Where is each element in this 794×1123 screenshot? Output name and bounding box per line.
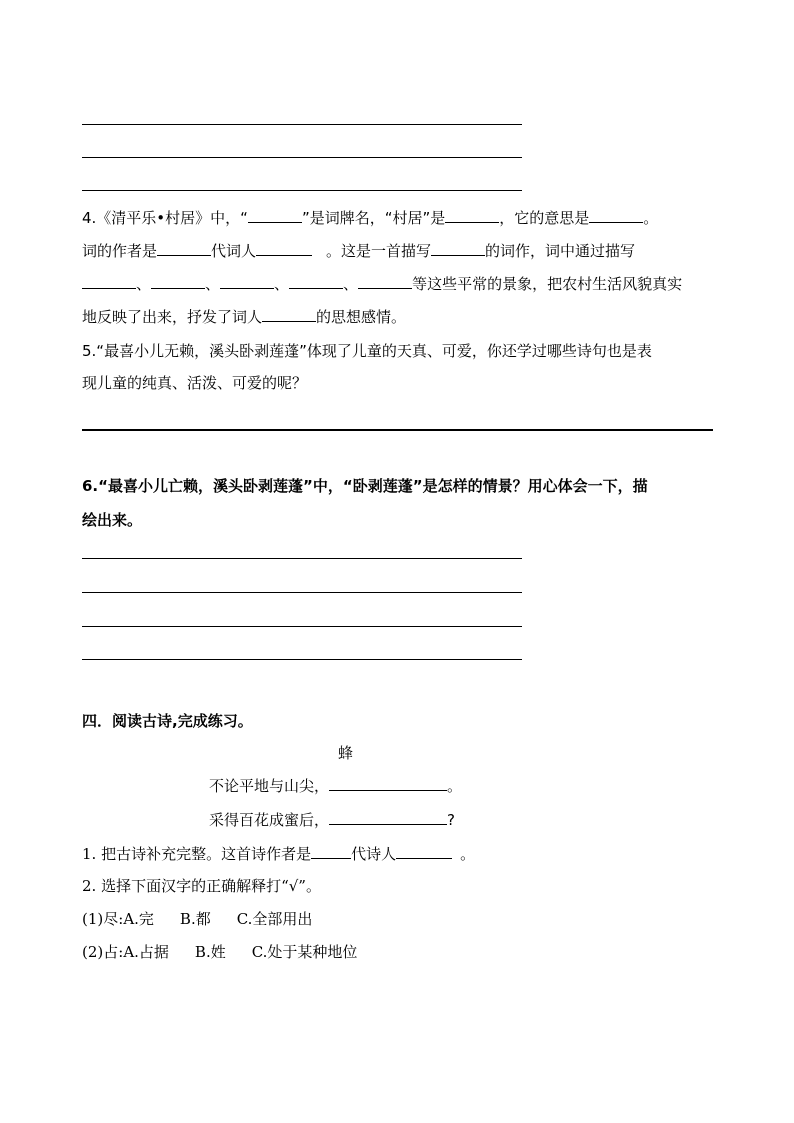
option-a[interactable]: A.占据 — [123, 943, 169, 961]
fill-blank[interactable] — [589, 208, 643, 223]
q4-text: 。这是一首描写 — [326, 242, 432, 260]
q5-line-1: 5.“最喜小儿无赖，溪头卧剥莲蓬”体现了儿童的天真、可爱，你还学过哪些诗句也是表 — [82, 342, 652, 360]
fill-blank[interactable] — [445, 208, 499, 223]
q6-line-1: 6.“最喜小儿亡赖，溪头卧剥莲蓬”中，“卧剥莲蓬”是怎样的情景？用心体会一下，描 — [82, 477, 648, 495]
separator: 、 — [205, 275, 221, 293]
answer-line[interactable] — [82, 659, 522, 660]
poem-punct: 。 — [447, 777, 463, 795]
q5-line-2: 现儿童的纯真、活泼、可爱的呢？ — [82, 374, 308, 392]
option-b[interactable]: B.都 — [179, 910, 211, 928]
fill-blank[interactable] — [311, 844, 351, 859]
option-c[interactable]: C.处于某种地位 — [251, 943, 358, 961]
answer-line[interactable] — [82, 157, 522, 158]
q4-text: 的思想感情。 — [316, 308, 407, 326]
fill-blank[interactable] — [256, 241, 312, 256]
s4-q1-text: 代诗人 — [351, 845, 397, 863]
s4-q2: 2. 选择下面汉字的正确解释打“√”。 — [82, 877, 321, 895]
poem-line-1 — [209, 776, 462, 796]
s4-q2-item-2 — [82, 942, 357, 962]
q4-text: 的词作，词中通过描写 — [485, 242, 636, 260]
fill-blank[interactable] — [329, 810, 447, 825]
q4-text: 等这些平常的景象，把农村生活风貌真实 — [412, 275, 683, 293]
section-heading: 四．阅读古诗,完成练习。 — [82, 712, 253, 730]
q4-text: 地反映了出来，抒发了词人 — [82, 308, 263, 326]
poem-line-2 — [209, 810, 455, 830]
answer-line[interactable] — [82, 626, 522, 627]
separator: 、 — [136, 275, 152, 293]
fill-blank[interactable] — [262, 307, 316, 322]
q4-text: 。 — [643, 209, 659, 227]
answer-line-thick[interactable] — [82, 429, 713, 431]
option-a[interactable]: A.完 — [123, 910, 154, 928]
fill-blank[interactable] — [220, 274, 274, 289]
q4-line-1 — [82, 208, 658, 228]
s4-q1-text: 1. 把古诗补充完整。这首诗作者是 — [82, 845, 312, 863]
poem-text: 采得百花成蜜后， — [209, 811, 330, 829]
answer-line[interactable] — [82, 558, 522, 559]
fill-blank[interactable] — [82, 274, 136, 289]
fill-blank[interactable] — [329, 776, 447, 791]
fill-blank[interactable] — [396, 844, 452, 859]
answer-line[interactable] — [82, 124, 522, 125]
poem-punct: ? — [447, 811, 455, 829]
q4-text: ”是词牌名，“村居”是 — [301, 209, 446, 227]
q4-line-4 — [82, 307, 406, 327]
s4-q1 — [82, 844, 475, 864]
separator: 、 — [343, 275, 359, 293]
option-b[interactable]: B.姓 — [194, 943, 226, 961]
answer-line[interactable] — [82, 190, 522, 191]
q4-line-2 — [82, 241, 635, 261]
fill-blank[interactable] — [151, 274, 205, 289]
option-c[interactable]: C.全部用出 — [236, 910, 313, 928]
item-label: (1)尽: — [82, 910, 124, 928]
q4-text: 代词人 — [211, 242, 257, 260]
s4-q1-text: 。 — [460, 845, 476, 863]
fill-blank[interactable] — [248, 208, 302, 223]
fill-blank[interactable] — [431, 241, 485, 256]
fill-blank[interactable] — [289, 274, 343, 289]
q4-text: 4.《清平乐•村居》中，“ — [82, 209, 248, 227]
q4-line-3 — [82, 274, 682, 294]
poem-title: 蜂 — [338, 744, 354, 762]
separator: 、 — [274, 275, 290, 293]
fill-blank[interactable] — [157, 241, 211, 256]
q4-text: ，它的意思是 — [499, 209, 590, 227]
item-label: (2)占: — [82, 943, 124, 961]
poem-text: 不论平地与山尖， — [209, 777, 330, 795]
answer-line[interactable] — [82, 592, 522, 593]
q6-line-2: 绘出来。 — [82, 511, 143, 529]
s4-q2-item-1 — [82, 909, 312, 929]
fill-blank[interactable] — [358, 274, 412, 289]
q4-text: 词的作者是 — [82, 242, 158, 260]
